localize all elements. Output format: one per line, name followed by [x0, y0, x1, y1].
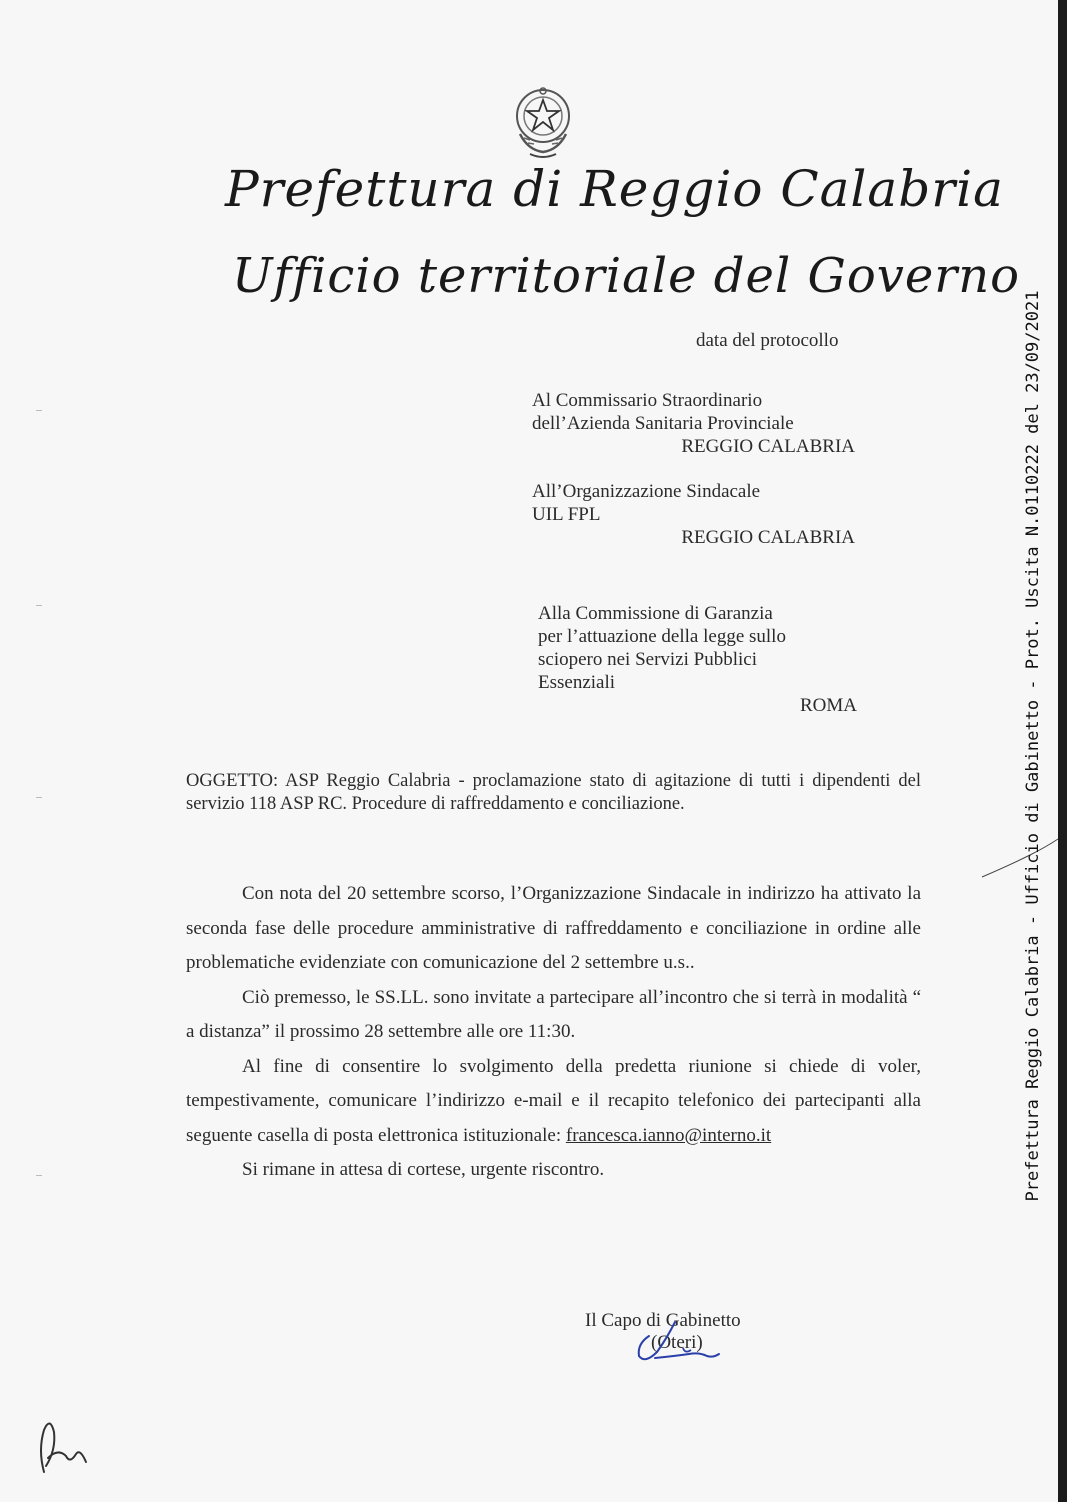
margin-pen-stroke-icon: [980, 835, 1060, 885]
recipient-city: ROMA: [799, 695, 857, 716]
subject-line: OGGETTO: ASP Reggio Calabria - proclamazione stato di agitazione di tutti i dipendenti del servizio 118 ASP RC. Procedure di raffreddamento e conciliazione.: [186, 771, 921, 814]
recipient-line: sciopero nei Servizi Pubblici: [538, 649, 757, 670]
body-paragraph: Con nota del 20 settembre scorso, l’Organizzazione Sindacale in indirizzo ha attivato la seconda fase delle procedure amministrative di raffreddamento e conciliazione in ordine alle problematiche evidenziate con comunicazione del 2 settembre u.s..: [186, 883, 921, 973]
signature-role: Il Capo di Gabinetto: [585, 1310, 741, 1331]
handwritten-signature-icon: [615, 1318, 745, 1368]
scan-page-edge: [1058, 0, 1067, 1502]
recipient-line: Al Commissario Straordinario: [532, 390, 763, 411]
signature-name: (Oteri): [651, 1332, 703, 1353]
letter-body: [186, 877, 921, 1188]
protocol-date-label: data del protocollo: [696, 330, 839, 351]
recipient-line: Essenziali: [538, 672, 616, 693]
recipient-line: dell’Azienda Sanitaria Provinciale: [532, 413, 794, 434]
recipient-block: [538, 602, 857, 717]
scan-margin-mark: [36, 410, 42, 411]
body-paragraph: Si rimane in attesa di cortese, urgente riscontro.: [242, 1159, 605, 1180]
office-subtitle: Ufficio territoriale del Governo: [232, 248, 1021, 304]
italian-republic-emblem-icon: [508, 82, 578, 160]
recipient-block: [532, 389, 855, 458]
recipient-block: [532, 480, 855, 549]
scan-margin-mark: [36, 605, 42, 606]
body-paragraph-text: Al fine di consentire lo svolgimento della predetta riunione si chiede di voler, tempestivamente, comunicare l’indirizzo e-mail e il recapito telefonico dei partecipanti alla seguente casella di posta elettronica istituzionale:: [186, 1055, 921, 1146]
recipient-line: UIL FPL: [532, 504, 601, 525]
recipient-line: Alla Commissione di Garanzia: [538, 603, 773, 624]
body-paragraph: Ciò premesso, le SS.LL. sono invitate a partecipare all’incontro che si terrà in modalità “ a distanza” il prossimo 28 settembre alle ore 11:30.: [186, 986, 921, 1042]
scan-margin-mark: [36, 1175, 42, 1176]
recipient-line: per l’attuazione della legge sullo: [538, 626, 786, 647]
prefecture-title: Prefettura di Reggio Calabria: [225, 160, 1004, 218]
recipient-line: All’Organizzazione Sindacale: [532, 481, 761, 502]
recipient-city: REGGIO CALABRIA: [681, 436, 855, 457]
protocol-stamp: Prefettura Reggio Calabria - Ufficio di Gabinetto - Prot. Uscita N.0110222 del 23/09/2021: [1023, 290, 1043, 1202]
recipient-city: REGGIO CALABRIA: [681, 527, 855, 548]
scan-margin-mark: [36, 797, 42, 798]
body-paragraph: [186, 1050, 921, 1154]
email-link[interactable]: francesca.ianno@interno.it: [565, 1124, 772, 1146]
initials-mark-icon: [30, 1410, 100, 1480]
